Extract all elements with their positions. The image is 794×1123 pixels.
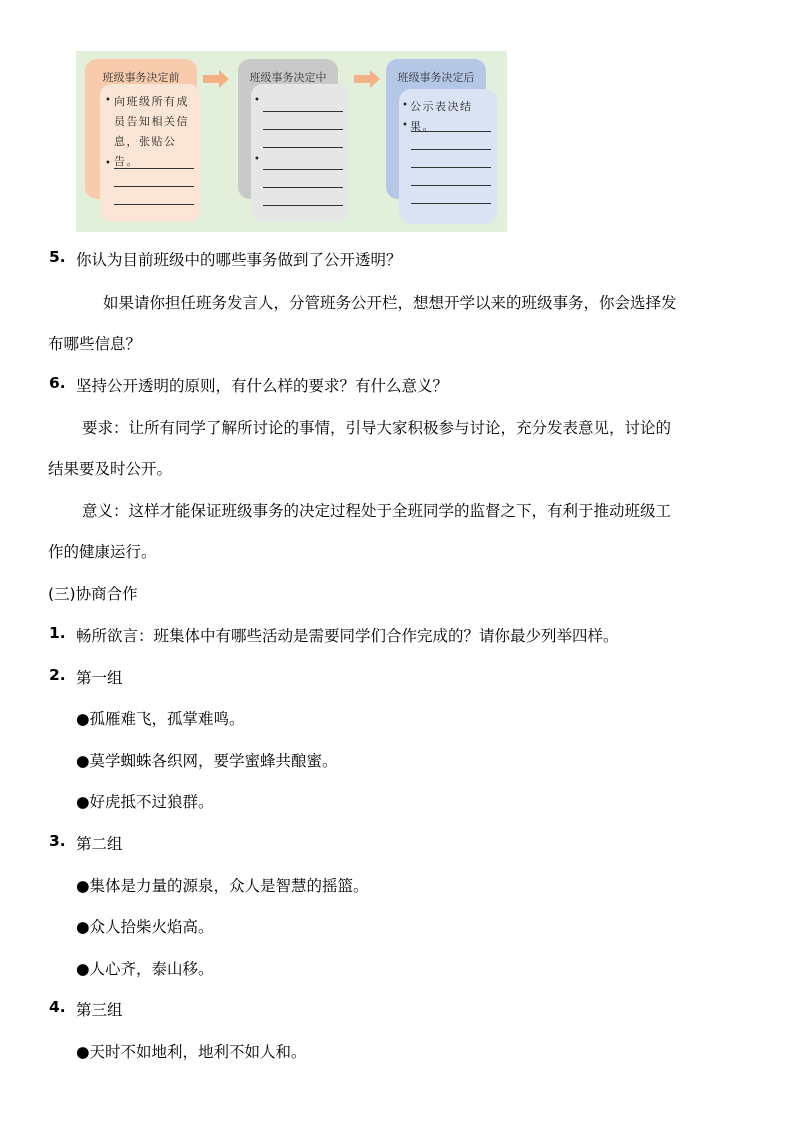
- blank-line: [114, 204, 194, 205]
- group-3-proverb: ●天时不如地利，地利不如人和。: [76, 1043, 307, 1061]
- bullet-dot: •: [402, 100, 408, 111]
- requirement-line1: 要求：让所有同学了解所讨论的事情，引导大家积极参与讨论，充分发表意见，讨论的: [82, 419, 672, 437]
- stage-after-title: 班级事务决定后: [397, 71, 475, 84]
- bullet-dot: •: [402, 120, 408, 131]
- blank-line: [263, 169, 343, 170]
- blank-line: [411, 167, 491, 168]
- item-1: 畅所欲言：班集体中有哪些活动是需要同学们合作完成的？请你最少列举四样。: [76, 627, 619, 645]
- bullet-dot: •: [105, 95, 111, 106]
- arrow-head-icon: [219, 70, 229, 88]
- bullet-dot: •: [254, 95, 260, 106]
- blank-line: [411, 131, 491, 132]
- stage-after-card: [399, 89, 497, 224]
- question-6: 坚持公开透明的原则，有什么样的要求？有什么意义？: [76, 377, 449, 395]
- stage-before-card: [100, 84, 200, 222]
- process-diagram: [76, 51, 507, 232]
- bullet-dot: •: [105, 158, 111, 169]
- stage-before-item1: 向班级所有成 员告知相关信 息，张贴公告。: [114, 95, 189, 168]
- item-2-heading: 第一组: [76, 669, 123, 687]
- group-2-proverb: ●人心齐，泰山移。: [76, 960, 214, 978]
- blank-line: [263, 111, 343, 112]
- blank-line: [411, 149, 491, 150]
- stage-before-title: 班级事务决定前: [102, 71, 180, 84]
- question-5-sub-line1: 如果请你担任班务发言人，分管班务公开栏，想想开学以来的班级事务，你会选择发: [103, 294, 677, 312]
- item-2-number: 2.: [49, 666, 66, 684]
- item-4-heading: 第三组: [76, 1001, 123, 1019]
- stage-during-title: 班级事务决定中: [249, 71, 327, 84]
- blank-line: [263, 129, 343, 130]
- arrow-right-icon: [203, 75, 219, 83]
- blank-line: [114, 168, 194, 169]
- meaning-line2: 作的健康运行。: [48, 543, 157, 561]
- blank-line: [411, 203, 491, 204]
- stage-after-item1: 公示表决结果。: [410, 100, 473, 133]
- blank-line: [411, 185, 491, 186]
- question-6-number: 6.: [49, 374, 66, 392]
- group-1-proverb: ●莫学蜘蛛各织网，要学蜜蜂共酿蜜。: [76, 752, 338, 770]
- question-5-number: 5.: [49, 248, 66, 266]
- arrow-head-icon: [370, 70, 380, 88]
- blank-line: [263, 147, 343, 148]
- blank-line: [263, 187, 343, 188]
- item-4-number: 4.: [49, 998, 66, 1016]
- group-2-proverb: ●集体是力量的源泉，众人是智慧的摇篮。: [76, 877, 369, 895]
- blank-line: [114, 186, 194, 187]
- requirement-line2: 结果要及时公开。: [48, 460, 173, 478]
- meaning-line1: 意义：这样才能保证班级事务的决定过程处于全班同学的监督之下，有利于推动班级工: [82, 502, 672, 520]
- group-1-proverb: ●好虎抵不过狼群。: [76, 793, 214, 811]
- group-2-proverb: ●众人拾柴火焰高。: [76, 918, 214, 936]
- stage-during-card: [251, 84, 349, 222]
- item-1-number: 1.: [49, 624, 66, 642]
- bullet-dot: •: [254, 154, 260, 165]
- item-3-number: 3.: [49, 832, 66, 850]
- section-3-heading: (三)协商合作: [48, 585, 138, 603]
- item-3-heading: 第二组: [76, 835, 123, 853]
- arrow-right-icon: [354, 75, 370, 83]
- question-5-sub-line2: 布哪些信息？: [48, 335, 142, 353]
- blank-line: [263, 205, 343, 206]
- question-5: 你认为目前班级中的哪些事务做到了公开透明？: [76, 251, 402, 269]
- group-1-proverb: ●孤雁难飞，孤掌难鸣。: [76, 710, 245, 728]
